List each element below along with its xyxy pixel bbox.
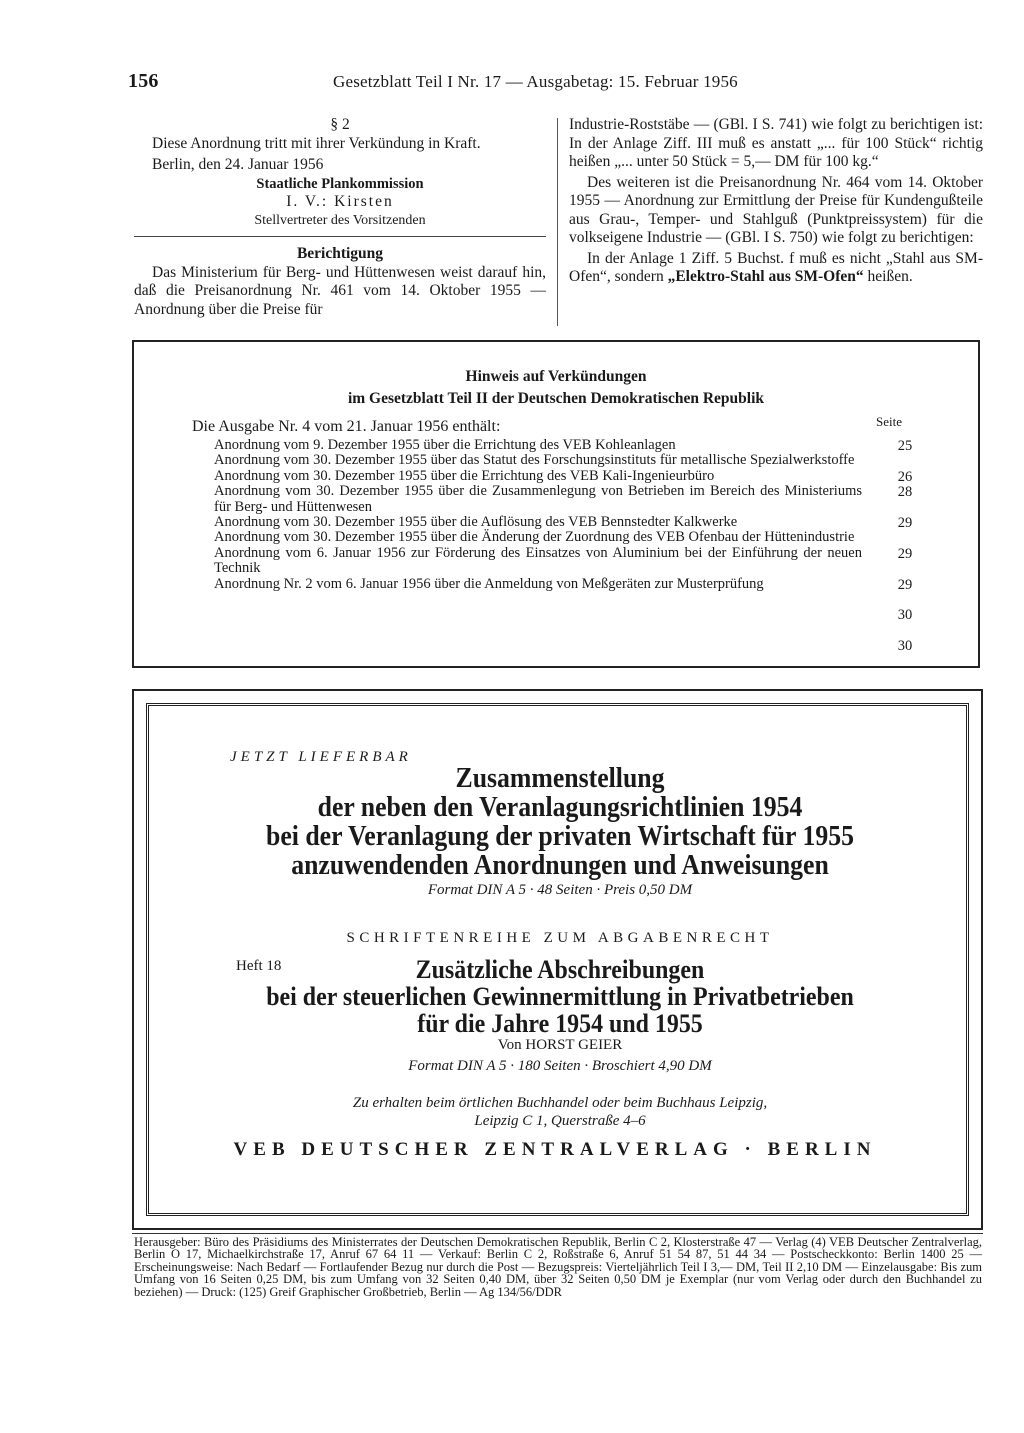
right-paragraph-3	[569, 250, 983, 287]
imprint-rule	[132, 1233, 983, 1234]
headline-line: der neben den Veranlagungsrichtlinien 1954	[317, 792, 803, 823]
correction-heading: Berichtigung	[296, 245, 384, 262]
notice-entry: Anordnung Nr. 2 vom 6. Januar 1956 über die Anmeldung von Meßgeräten zur Musterprüfung	[214, 575, 764, 592]
column-divider	[557, 118, 558, 326]
notice-entry-page: 30	[897, 638, 913, 655]
imprint: Herausgeber: Büro des Präsidiums des Ministerrates der Deutschen Demokratischen Republik, Berlin C 2, Klosterstraße 47 — Verlag (4) VEB Deutscher Zentralverlag, Berlin O 17, Michaelkirchstraße 17, Anruf 67 64 11 — Verkauf: Berlin C 2, Roßstraße 6, Anruf 51 54 87, 51 44 34 — Postscheckkonto: Berlin 1400 25 — Erscheinungsweise: Nach Bedarf — Fortlaufender Bezug nur durch die Post — Bezugspreis: Vierteljährlich Teil I 3,— DM, Teil II 2,10 DM — Einzelausgabe: Bis zum Umfang von 16 Seiten 0,25 DM, bis zum Umfang von 32 Seiten 0,40 DM, über 32 Seiten 0,50 DM je Exemplar (nur vom Verlag oder durch den Buchhandel zu beziehen) — Druck: (125) Greif Graphischer Großbetrieb, Berlin — Ag 134/56/DDR	[134, 1235, 982, 1299]
notice-box	[132, 340, 980, 668]
advert-purchase-line-1: Zu erhalten beim örtlichen Buchhandel oder beim Buchhaus Leipzig,	[352, 1095, 768, 1111]
advert-author: Von HORST GEIER	[497, 1037, 623, 1053]
advert-headline-2	[192, 956, 928, 1037]
headline-line: für die Jahre 1954 und 1955	[417, 1009, 703, 1038]
notice-entries	[214, 438, 862, 592]
advert-series: SCHRIFTENREIHE ZUM ABGABENRECHT	[346, 930, 774, 946]
headline-line: Zusammenstellung	[455, 763, 665, 794]
signer-title: Stellvertreter des Vorsitzenden	[254, 212, 426, 228]
notice-entry: Anordnung vom 6. Januar 1956 zur Förderung des Einsatzes von Aluminium bei der Einführung der neuen Technik	[214, 544, 862, 577]
notice-entry: Anordnung vom 30. Dezember 1955 über die Zusammenlegung von Betrieben im Bereich des Ministeriums für Berg- und Hüttenwesen	[214, 483, 862, 515]
advert-format-1: Format DIN A 5 · 48 Seiten · Preis 0,50 DM	[427, 882, 693, 898]
notice-title-line-1: Hinweis auf Verkündungen	[465, 368, 647, 385]
notice-entry: Anordnung vom 30. Dezember 1955 über die Änderung der Zuordnung des VEB Ofenbau der Hüttenindustrie	[214, 529, 855, 546]
advert-headline-1	[192, 764, 928, 880]
right-paragraph-1: Industrie-Roststäbe — (GBl. I S. 741) wie folgt zu berichtigen ist: In der Anlage Ziff. III muß es anstatt „... für 100 Stück“ richtig heißen „... unter 50 Stück = 5,— DM für 100 kg.“	[569, 116, 983, 170]
notice-entry-page: 30	[897, 607, 913, 624]
correction-text: Das Ministerium für Berg- und Hüttenwesen weist darauf hin, daß die Preisanordnung Nr. 461 vom 14. Oktober 1955 — Anordnung über die Preise für	[134, 263, 546, 318]
notice-entry-page: 29	[897, 515, 913, 531]
right-paragraph-3-bold: „Elektro-Stahl aus SM-Ofen“	[667, 268, 864, 285]
notice-entry-page: 29	[897, 576, 913, 593]
date-line: Berlin, den 24. Januar 1956	[152, 156, 324, 173]
notice-entry: Anordnung vom 30. Dezember 1955 über das Statut des Forschungsinstituts für metallische Spezialwerkstoffe	[214, 452, 855, 469]
signer: I. V.: Kirsten	[286, 193, 394, 210]
advert-purchase-info	[160, 1094, 960, 1130]
advert-format-2: Format DIN A 5 · 180 Seiten · Broschiert 4,90 DM	[408, 1058, 712, 1074]
advert-issue: Heft 18	[236, 958, 282, 974]
notice-intro: Die Ausgabe Nr. 4 vom 21. Januar 1956 enthält:	[192, 418, 501, 435]
notice-entry-page: 25	[897, 438, 913, 454]
page-number: 156	[128, 70, 159, 92]
notice-entry: Anordnung vom 30. Dezember 1955 über die Auflösung des VEB Bennstedter Kalkwerke	[214, 514, 738, 531]
notice-entry-page: 29	[897, 545, 913, 562]
right-paragraph-2: Des weiteren ist die Preisanordnung Nr. 464 vom 14. Oktober 1955 — Anordnung zur Ermittlung der Preise für Kundengußteile aus Grau-, Temper- und Stahlguß (Punktpreissystem) für die volkseigene Industrie — (GBl. I S. 750) wie folgt zu berichtigen:	[569, 173, 983, 246]
divider	[134, 236, 546, 237]
headline-line: anzuwendenden Anordnungen und Anweisungen	[291, 850, 829, 881]
advert-purchase-line-2: Leipzig C 1, Querstraße 4–6	[474, 1113, 646, 1129]
headline-line: Zusätzliche Abschreibungen	[415, 955, 705, 984]
right-paragraph-3-start: In der Anlage 1 Ziff. 5 Buchst. f muß es nicht „Stahl aus SM-Ofen“, sondern	[569, 249, 983, 285]
headline-line: bei der Veranlagung der privaten Wirtschaft für 1955	[266, 821, 854, 852]
page-column-label: Seite	[876, 414, 902, 429]
gazette-title: Gesetzblatt Teil I Nr. 17 — Ausgabetag: 15. Februar 1956	[333, 72, 738, 91]
advert-available: JETZT LIEFERBAR	[230, 749, 412, 765]
notice-entry: Anordnung vom 9. Dezember 1955 über die Errichtung des VEB Kohleanlagen	[214, 437, 676, 453]
section-number: § 2	[330, 116, 350, 133]
advert-publisher: VEB DEUTSCHER ZENTRALVERLAG · BERLIN	[233, 1139, 877, 1160]
section-text: Diese Anordnung tritt mit ihrer Verkündung in Kraft.	[152, 134, 481, 152]
notice-title-line-2: im Gesetzblatt Teil II der Deutschen Demokratischen Republik	[347, 390, 765, 407]
notice-entry-page: 28	[897, 484, 913, 501]
headline-line: bei der steuerlichen Gewinnermittlung in Privatbetrieben	[266, 982, 854, 1011]
left-column	[134, 116, 546, 319]
right-column	[569, 116, 983, 287]
authority-name: Staatliche Plankommission	[256, 175, 424, 192]
notice-entry-page: 26	[897, 468, 913, 485]
notice-entry: Anordnung vom 30. Dezember 1955 über die Errichtung des VEB Kali-Ingenieurbüro	[214, 467, 715, 484]
right-paragraph-3-end: heißen.	[863, 268, 913, 285]
